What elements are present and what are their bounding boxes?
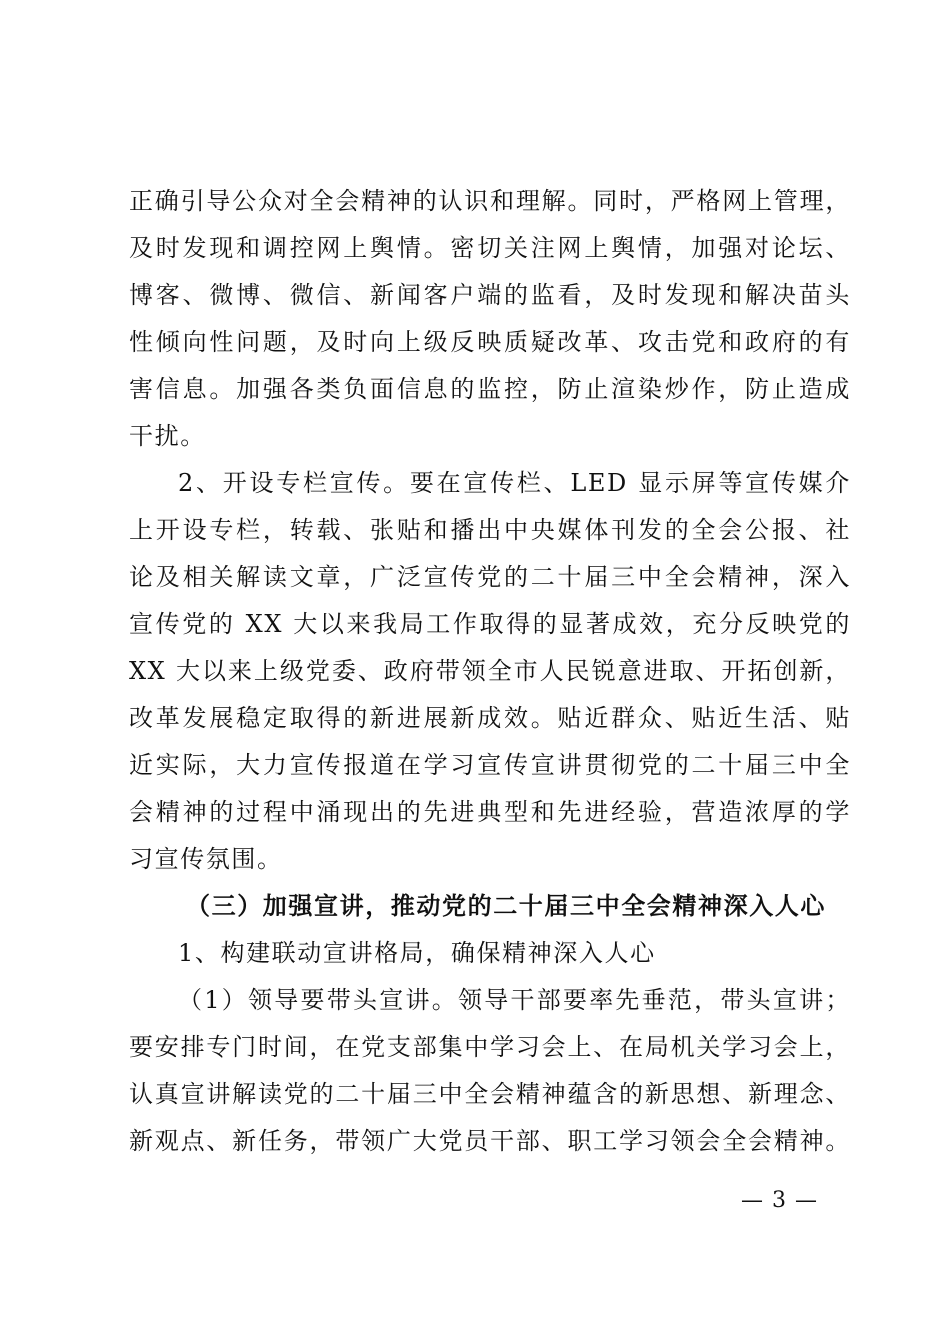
body-line-9: 论及相关解读文章，广泛宣传党的二十届三中全会精神，深入 [129, 563, 851, 591]
body-line-21: 新观点、新任务，带领广大党员干部、职工学习领会全会精神。 [129, 1127, 851, 1155]
body-line-6: 干扰。 [129, 422, 206, 450]
body-line-5: 害信息。加强各类负面信息的监控，防止渲染炒作，防止造成 [129, 375, 851, 403]
body-line-8: 上开设专栏，转载、张贴和播出中央媒体刊发的全会公报、社 [129, 516, 851, 544]
body-line-13: 近实际，大力宣传报道在学习宣传宣讲贯彻党的二十届三中全 [129, 751, 851, 779]
subsection-heading: 1、构建联动宣讲格局，确保精神深入人心 [178, 939, 656, 967]
body-line-14: 会精神的过程中涌现出的先进典型和先进经验，营造浓厚的学 [129, 798, 851, 826]
body-line-10: 宣传党的 XX 大以来我局工作取得的显著成效，充分反映党的 [129, 610, 851, 638]
body-line-18: （1）领导要带头宣讲。领导干部要率先垂范，带头宣讲； [178, 986, 851, 1014]
section-heading: （三）加强宣讲，推动党的二十届三中全会精神深入人心 [186, 891, 826, 920]
body-line-15: 习宣传氛围。 [129, 845, 283, 873]
body-line-11: XX 大以来上级党委、政府带领全市人民锐意进取、开拓创新， [129, 657, 851, 685]
body-line-20: 认真宣讲解读党的二十届三中全会精神蕴含的新思想、新理念、 [129, 1080, 851, 1108]
body-line-19: 要安排专门时间，在党支部集中学习会上、在局机关学习会上， [129, 1033, 851, 1061]
body-line-7: 2、开设专栏宣传。要在宣传栏、LED 显示屏等宣传媒介 [178, 469, 851, 497]
body-line-3: 博客、微博、微信、新闻客户端的监看，及时发现和解决苗头 [129, 281, 851, 309]
body-line-2: 及时发现和调控网上舆情。密切关注网上舆情，加强对论坛、 [129, 234, 851, 262]
page-number: — 3 — [741, 1188, 818, 1213]
body-line-12: 改革发展稳定取得的新进展新成效。贴近群众、贴近生活、贴 [129, 704, 851, 732]
document-body [129, 186, 851, 1155]
body-line-4: 性倾向性问题，及时向上级反映质疑改革、攻击党和政府的有 [129, 328, 851, 356]
body-line-1: 正确引导公众对全会精神的认识和理解。同时，严格网上管理， [129, 187, 851, 215]
